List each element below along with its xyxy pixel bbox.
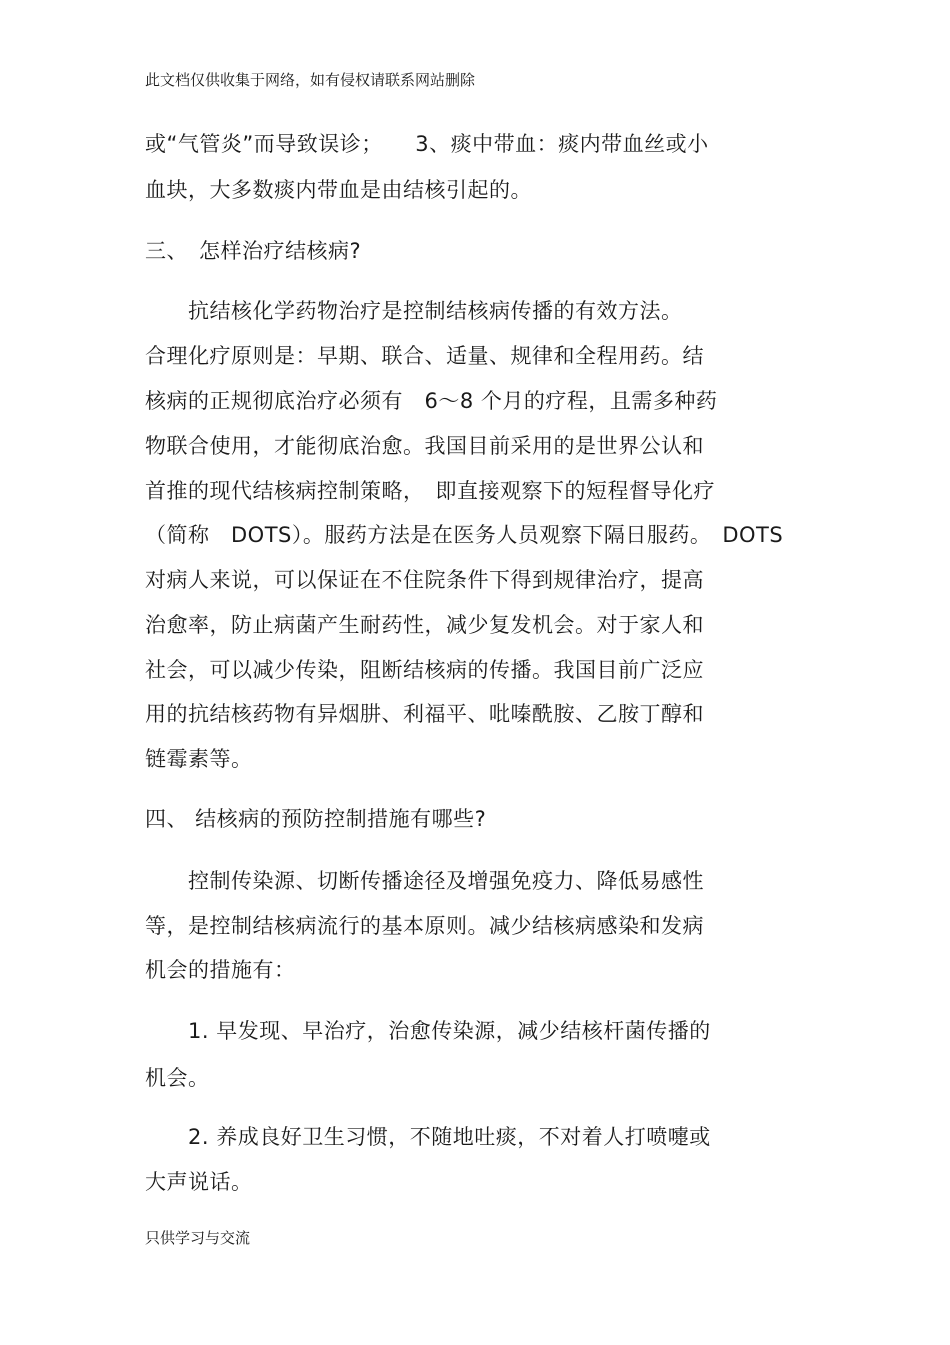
body-line: 或“气管炎”而导致误诊； 3、痰中带血：痰内带血丝或小: [145, 132, 709, 156]
body-line: 社会，可以减少传染，阻断结核病的传播。我国目前广泛应: [145, 658, 704, 682]
list-item-line: 2. 养成良好卫生习惯，不随地吐痰，不对着人打喷嚏或: [145, 1125, 711, 1149]
body-line: 链霉素等。: [145, 747, 253, 771]
footer-note: 只供学习与交流: [145, 1229, 251, 1247]
list-item-line: 机会。: [145, 1066, 210, 1090]
body-line: 血块，大多数痰内带血是由结核引起的。: [145, 178, 532, 202]
body-line: 等，是控制结核病流行的基本原则。减少结核病感染和发病: [145, 914, 704, 938]
body-line: 用的抗结核药物有异烟肼、利福平、吡嗪酰胺、乙胺丁醇和: [145, 702, 704, 726]
body-line: （简称 DOTS）。服药方法是在医务人员观察下隔日服药。 DOTS: [145, 523, 784, 547]
header-note: 此文档仅供收集于网络，如有侵权请联系网站删除: [145, 71, 476, 89]
body-line: 核病的正规彻底治疗必须有 6～8 个月的疗程，且需多种药: [145, 389, 718, 413]
body-line: 抗结核化学药物治疗是控制结核病传播的有效方法。: [145, 299, 683, 323]
body-line: 机会的措施有：: [145, 958, 296, 982]
body-line: 合理化疗原则是：早期、联合、适量、规律和全程用药。结: [145, 344, 704, 368]
body-line: 物联合使用，才能彻底治愈。我国目前采用的是世界公认和: [145, 434, 704, 458]
body-line: 对病人来说，可以保证在不住院条件下得到规律治疗，提高: [145, 568, 704, 592]
body-line: 控制传染源、切断传播途径及增强免疫力、降低易感性: [145, 869, 704, 893]
list-item-line: 1. 早发现、早治疗，治愈传染源，减少结核杆菌传播的: [145, 1019, 711, 1043]
list-item-line: 大声说话。: [145, 1170, 253, 1194]
body-line: 首推的现代结核病控制策略， 即直接观察下的短程督导化疗: [145, 479, 715, 503]
section-heading: 四、 结核病的预防控制措施有哪些?: [145, 807, 487, 831]
section-heading: 三、 怎样治疗结核病?: [145, 239, 362, 263]
body-line: 治愈率，防止病菌产生耐药性，减少复发机会。对于家人和: [145, 613, 704, 637]
